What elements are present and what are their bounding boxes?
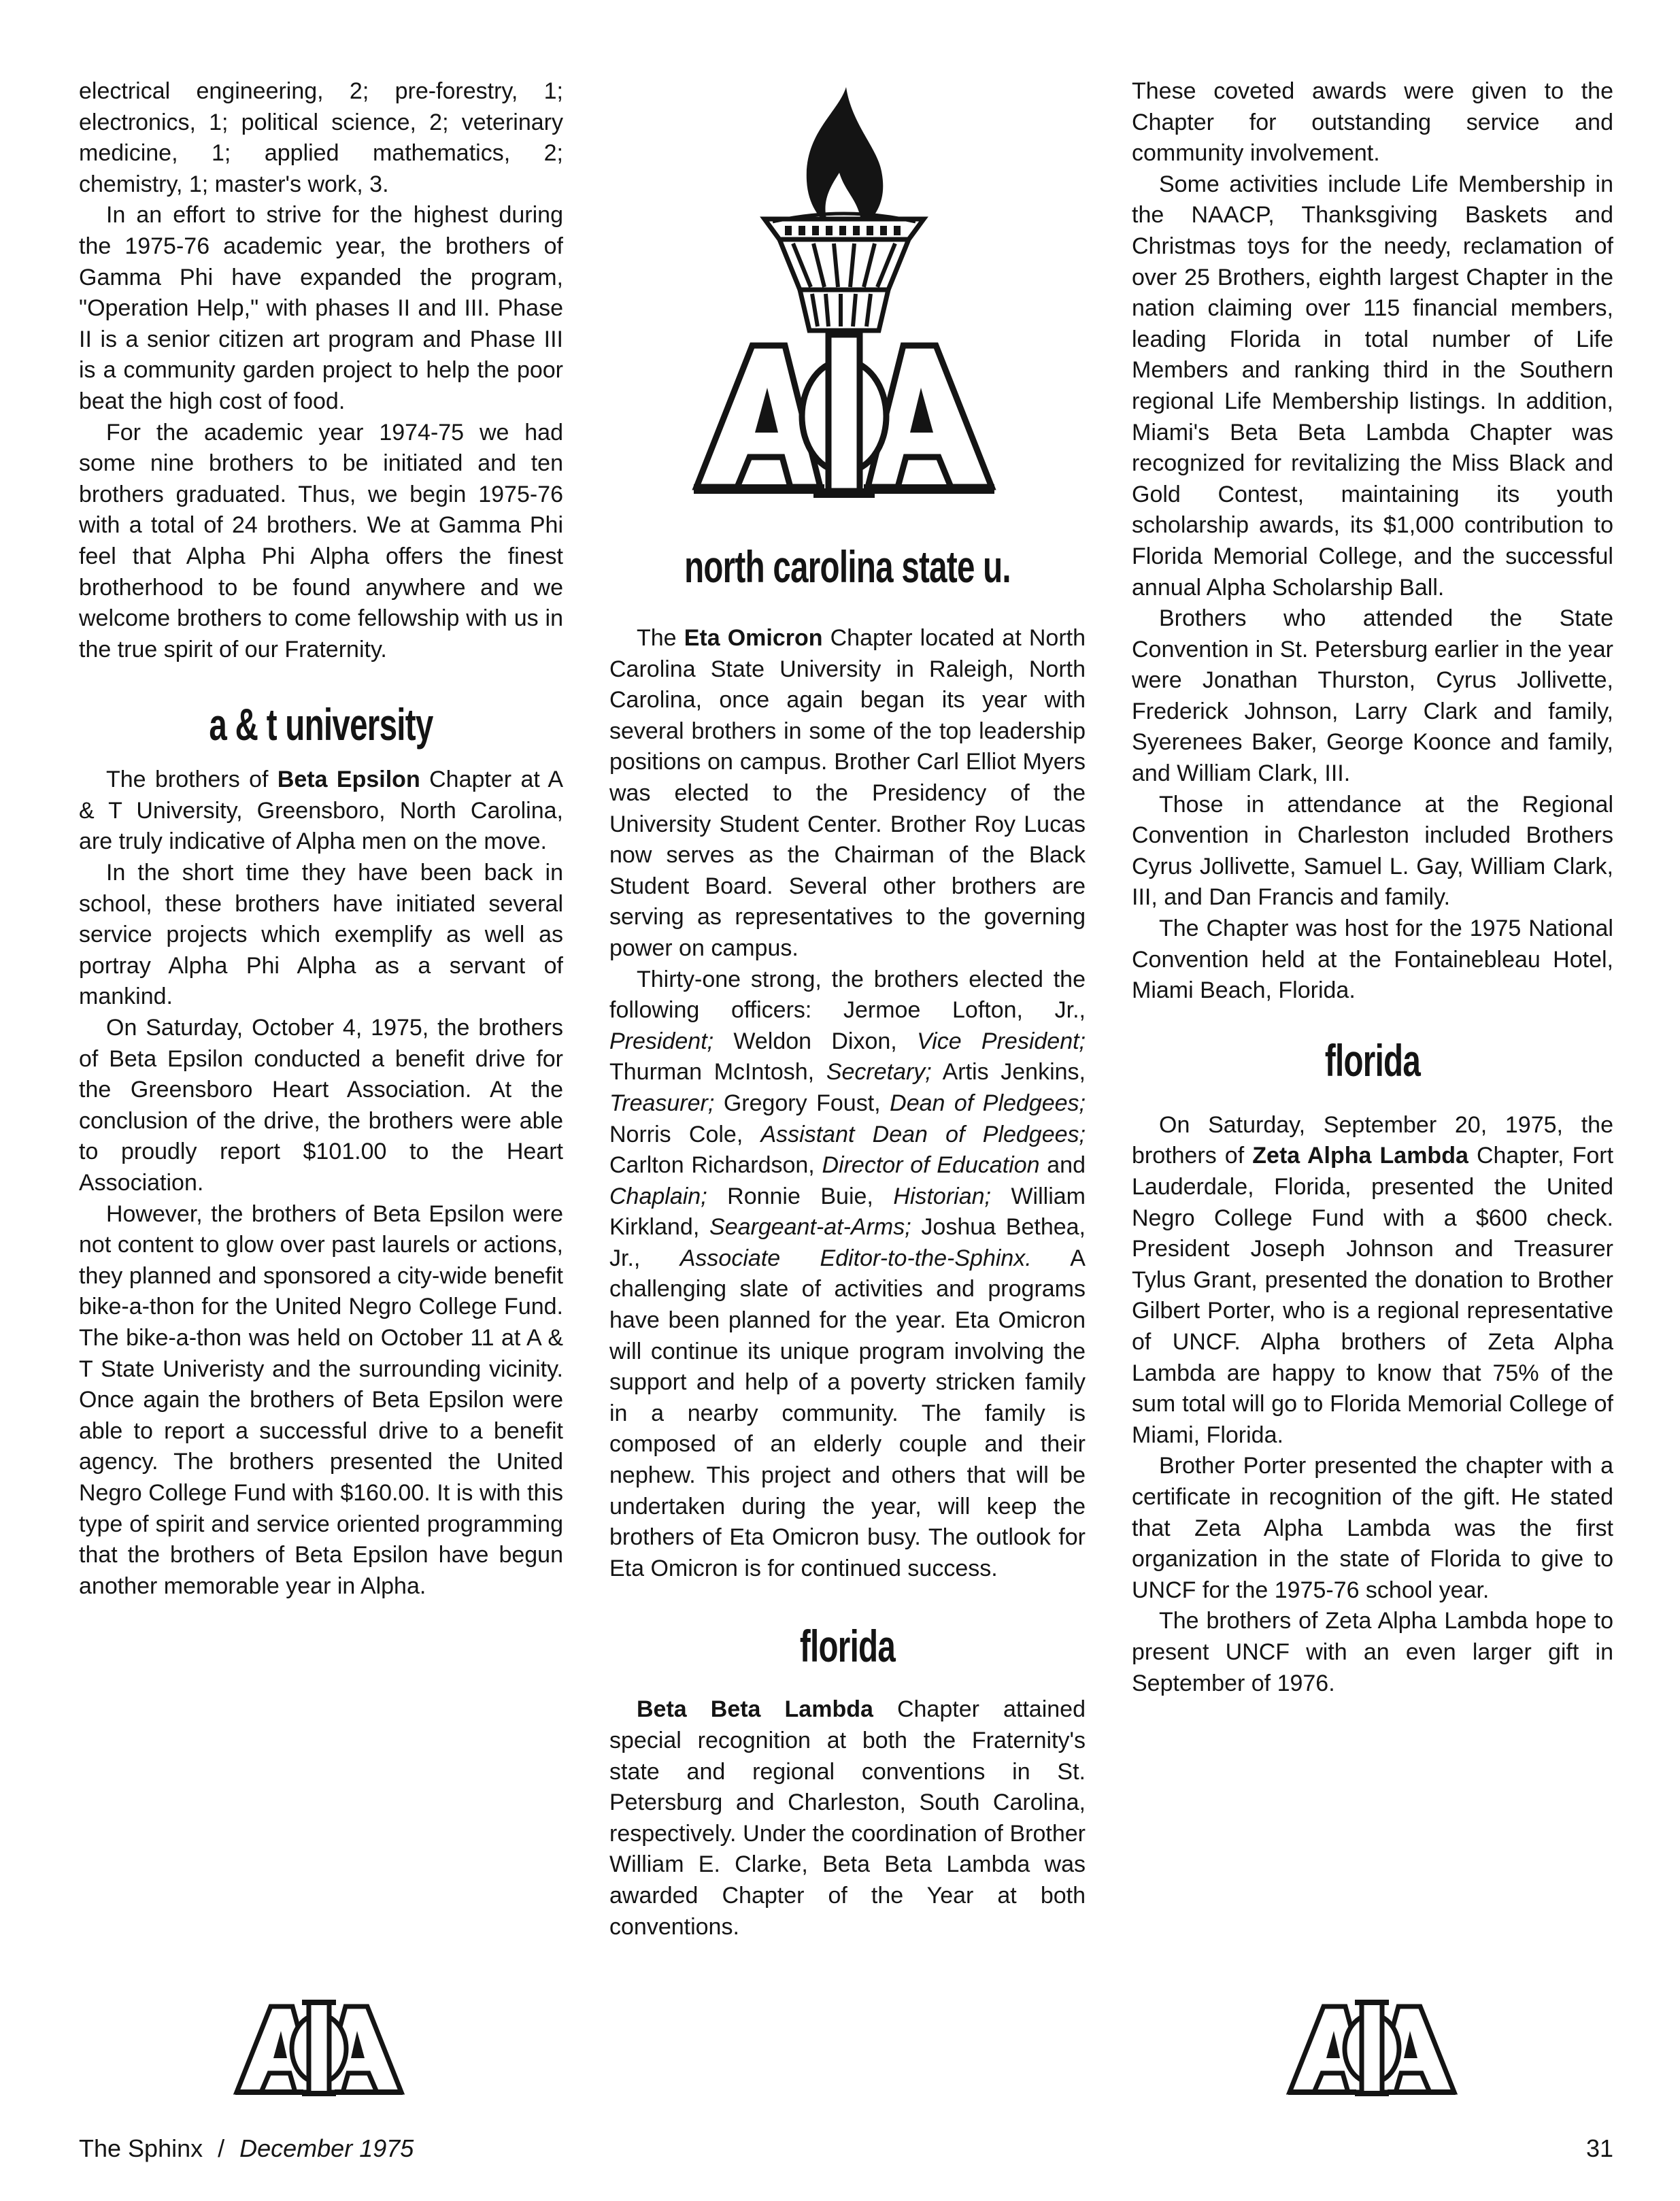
apa-crest-logo (1283, 2000, 1461, 2096)
paragraph: For the academic year 1974-75 we had some nine brothers to be initiated and ten brothers graduated. Thus, we begin 1975-76 with a total of 24 brothers. We at Gamma Phi feel that Alpha Phi Alpha offers the finest brotherhood to be found anywhere and we welcome brothers to come fellowship with us in the true spirit of our Fraternity. (79, 419, 563, 662)
paragraph: Brother Porter presented the chapter with a certificate in recognition of the gift. He stated that Zeta Alpha Lambda was the first organization in the state of Florida to give to UNCF for the 1975-76 school year. (1132, 1453, 1613, 1603)
issue-date: December 1975 (239, 2134, 414, 2162)
page-number: 31 (1585, 2134, 1613, 2162)
paragraph: In the short time they have been back in school, these brothers have initiated several service projects which exemplify as well as portray Alpha Phi Alpha as a servant of mankind. (79, 860, 563, 1010)
paragraph: Those in attendance at the Regional Convention in Charleston included Brothers Cyrus Jollivette, Samuel L. Gay, William Clark, III, and Dan Francis and family. (1132, 791, 1613, 911)
section-heading-florida-2: florida (1324, 1035, 1421, 1086)
paragraph: Beta Beta Lambda Chapter attained special recognition at both the Fraternity's state and regional conventions in St. Petersburg and Charleston, South Carolina, respectively. Under the coordination of Brother William E. Clarke, Beta Beta Lambda was awarded Chapter of the Year at both conventions. (609, 1696, 1086, 1940)
paragraph: Some activities include Life Membership in the NAACP, Thanksgiving Baskets and Christmas toys for the needy, reclamation of over 25 Brothers, eighth largest Chapter in the nation claiming over 115 financial members, leading Florida in total number of Life Members and ranking third in the Southern regional Life Membership listings. In addition, Miami's Beta Beta Lambda Chapter was recognized for revitalizing the Miss Black and Gold Contest, maintaining its youth scholarship awards, its $1,000 contribution to Florida Memorial College, and the successful annual Alpha Scholarship Ball. (1132, 171, 1613, 601)
column-center (609, 541, 1086, 1943)
section-heading-at-university: a & t university (209, 699, 433, 750)
paragraph: Brothers who attended the State Convention in St. Petersburg earlier in the year were Jonathan Thurston, Cyrus Jollivette, Frederick Johnson, Larry Clark and family, Syerenees Baker, George Koonce and family, and William Clark, III. (1132, 605, 1613, 787)
torch-apa-crest-logo (684, 86, 1004, 499)
paragraph: In an effort to strive for the highest during the 1975-76 academic year, the brothers of Gamma Phi have expanded the program, "Operation Help," with phases II and III. Phase II is a senior citizen art program and Phase III is a community garden project to help the poor beat the high cost of food. (79, 202, 563, 414)
paragraph: The brothers of Beta Epsilon Chapter at A & T University, Greensboro, North Carolina, are truly indicative of Alpha men on the move. (79, 767, 563, 855)
apa-crest-logo (230, 2000, 408, 2096)
footer-publication (79, 2134, 414, 2163)
paragraph: The Eta Omicron Chapter located at North Carolina State University in Raleigh, North Carolina, once again began its year with several brothers in some of the top leadership positions on campus. Brother Carl Elliot Myers was elected to the Presidency of the University Student Center. Brother Roy Lucas now serves as the Chairman of the Black Student Board. Several other brothers are serving as representatives to the governing power on campus. (609, 625, 1086, 961)
paragraph: On Saturday, October 4, 1975, the brothers of Beta Epsilon conducted a benefit drive for the Greensboro Heart Association. At the conclusion of the drive, the brothers were able to proudly report $101.00 to the Heart Association. (79, 1015, 563, 1196)
publication-name: The Sphinx (79, 2134, 203, 2162)
paragraph: However, the brothers of Beta Epsilon were not content to glow over past laurels or actions, they planned and sponsored a city-wide benefit bike-a-thon for the United Negro College Fund. The bike-a-thon was held on October 11 at A & T State Univeristy and the surrounding vicinity. Once again the brothers of Beta Epsilon were able to report a successful drive to a benefit agency. The brothers presented the United Negro College Fund with $160.00. It is with this type of spirit and service oriented programming that the brothers of Beta Epsilon have begun another memorable year in Alpha. (79, 1200, 563, 1599)
paragraph: electrical engineering, 2; pre-forestry, 1; electronics, 1; political science, 2; veterinary medicine, 1; applied mathematics, 2; chemistry, 1; master's work, 3. (79, 78, 563, 197)
column-left (79, 76, 563, 1602)
paragraph: The Chapter was host for the 1975 National Convention held at the Fontainebleau Hotel, Miami Beach, Florida. (1132, 915, 1613, 1004)
column-right (1132, 76, 1613, 1699)
footer-separator: / (218, 2134, 225, 2162)
paragraph: These coveted awards were given to the Chapter for outstanding service and community involvement. (1132, 78, 1613, 167)
section-heading-north-carolina-state: north carolina state u. (684, 541, 1011, 592)
officers-paragraph: Thirty-one strong, the brothers elected the following officers: Jermoe Lofton, Jr., President; Weldon Dixon, Vice President; Thurman McIntosh, Secretary; Artis Jenkins, Treasurer; Gregory Foust, Dean of Pledgees; Norris Cole, Assistant Dean of Pledgees; Carlton Richardson, Director of Education and Chaplain; Ronnie Buie, Historian; William Kirkland, Seargeant-at-Arms; Joshua Bethea, Jr., Associate Editor-to-the-Sphinx. A challenging slate of activities and programs have been planned for the year. Eta Omicron will continue its unique program involving the support and help of a poverty stricken family in a nearby community. The family is composed of an elderly couple and their nephew. This project and others that will be undertaken during the year, will keep the brothers of Eta Omicron busy. The outlook for Eta Omicron is for continued success. (609, 966, 1086, 1581)
section-heading-florida: florida (799, 1621, 896, 1672)
paragraph: The brothers of Zeta Alpha Lambda hope to present UNCF with an even larger gift in September of 1976. (1132, 1608, 1613, 1696)
paragraph: On Saturday, September 20, 1975, the brothers of Zeta Alpha Lambda Chapter, Fort Lauderdale, Florida, presented the United Negro College Fund with a $600 check. President Joseph Johnson and Treasurer Tylus Grant, presented the donation to Brother Gilbert Porter, who is a regional representative of UNCF. Alpha brothers of Zeta Alpha Lambda are happy to know that 75% of the sum total will go to Florida Memorial College of Miami, Florida. (1132, 1111, 1614, 1448)
